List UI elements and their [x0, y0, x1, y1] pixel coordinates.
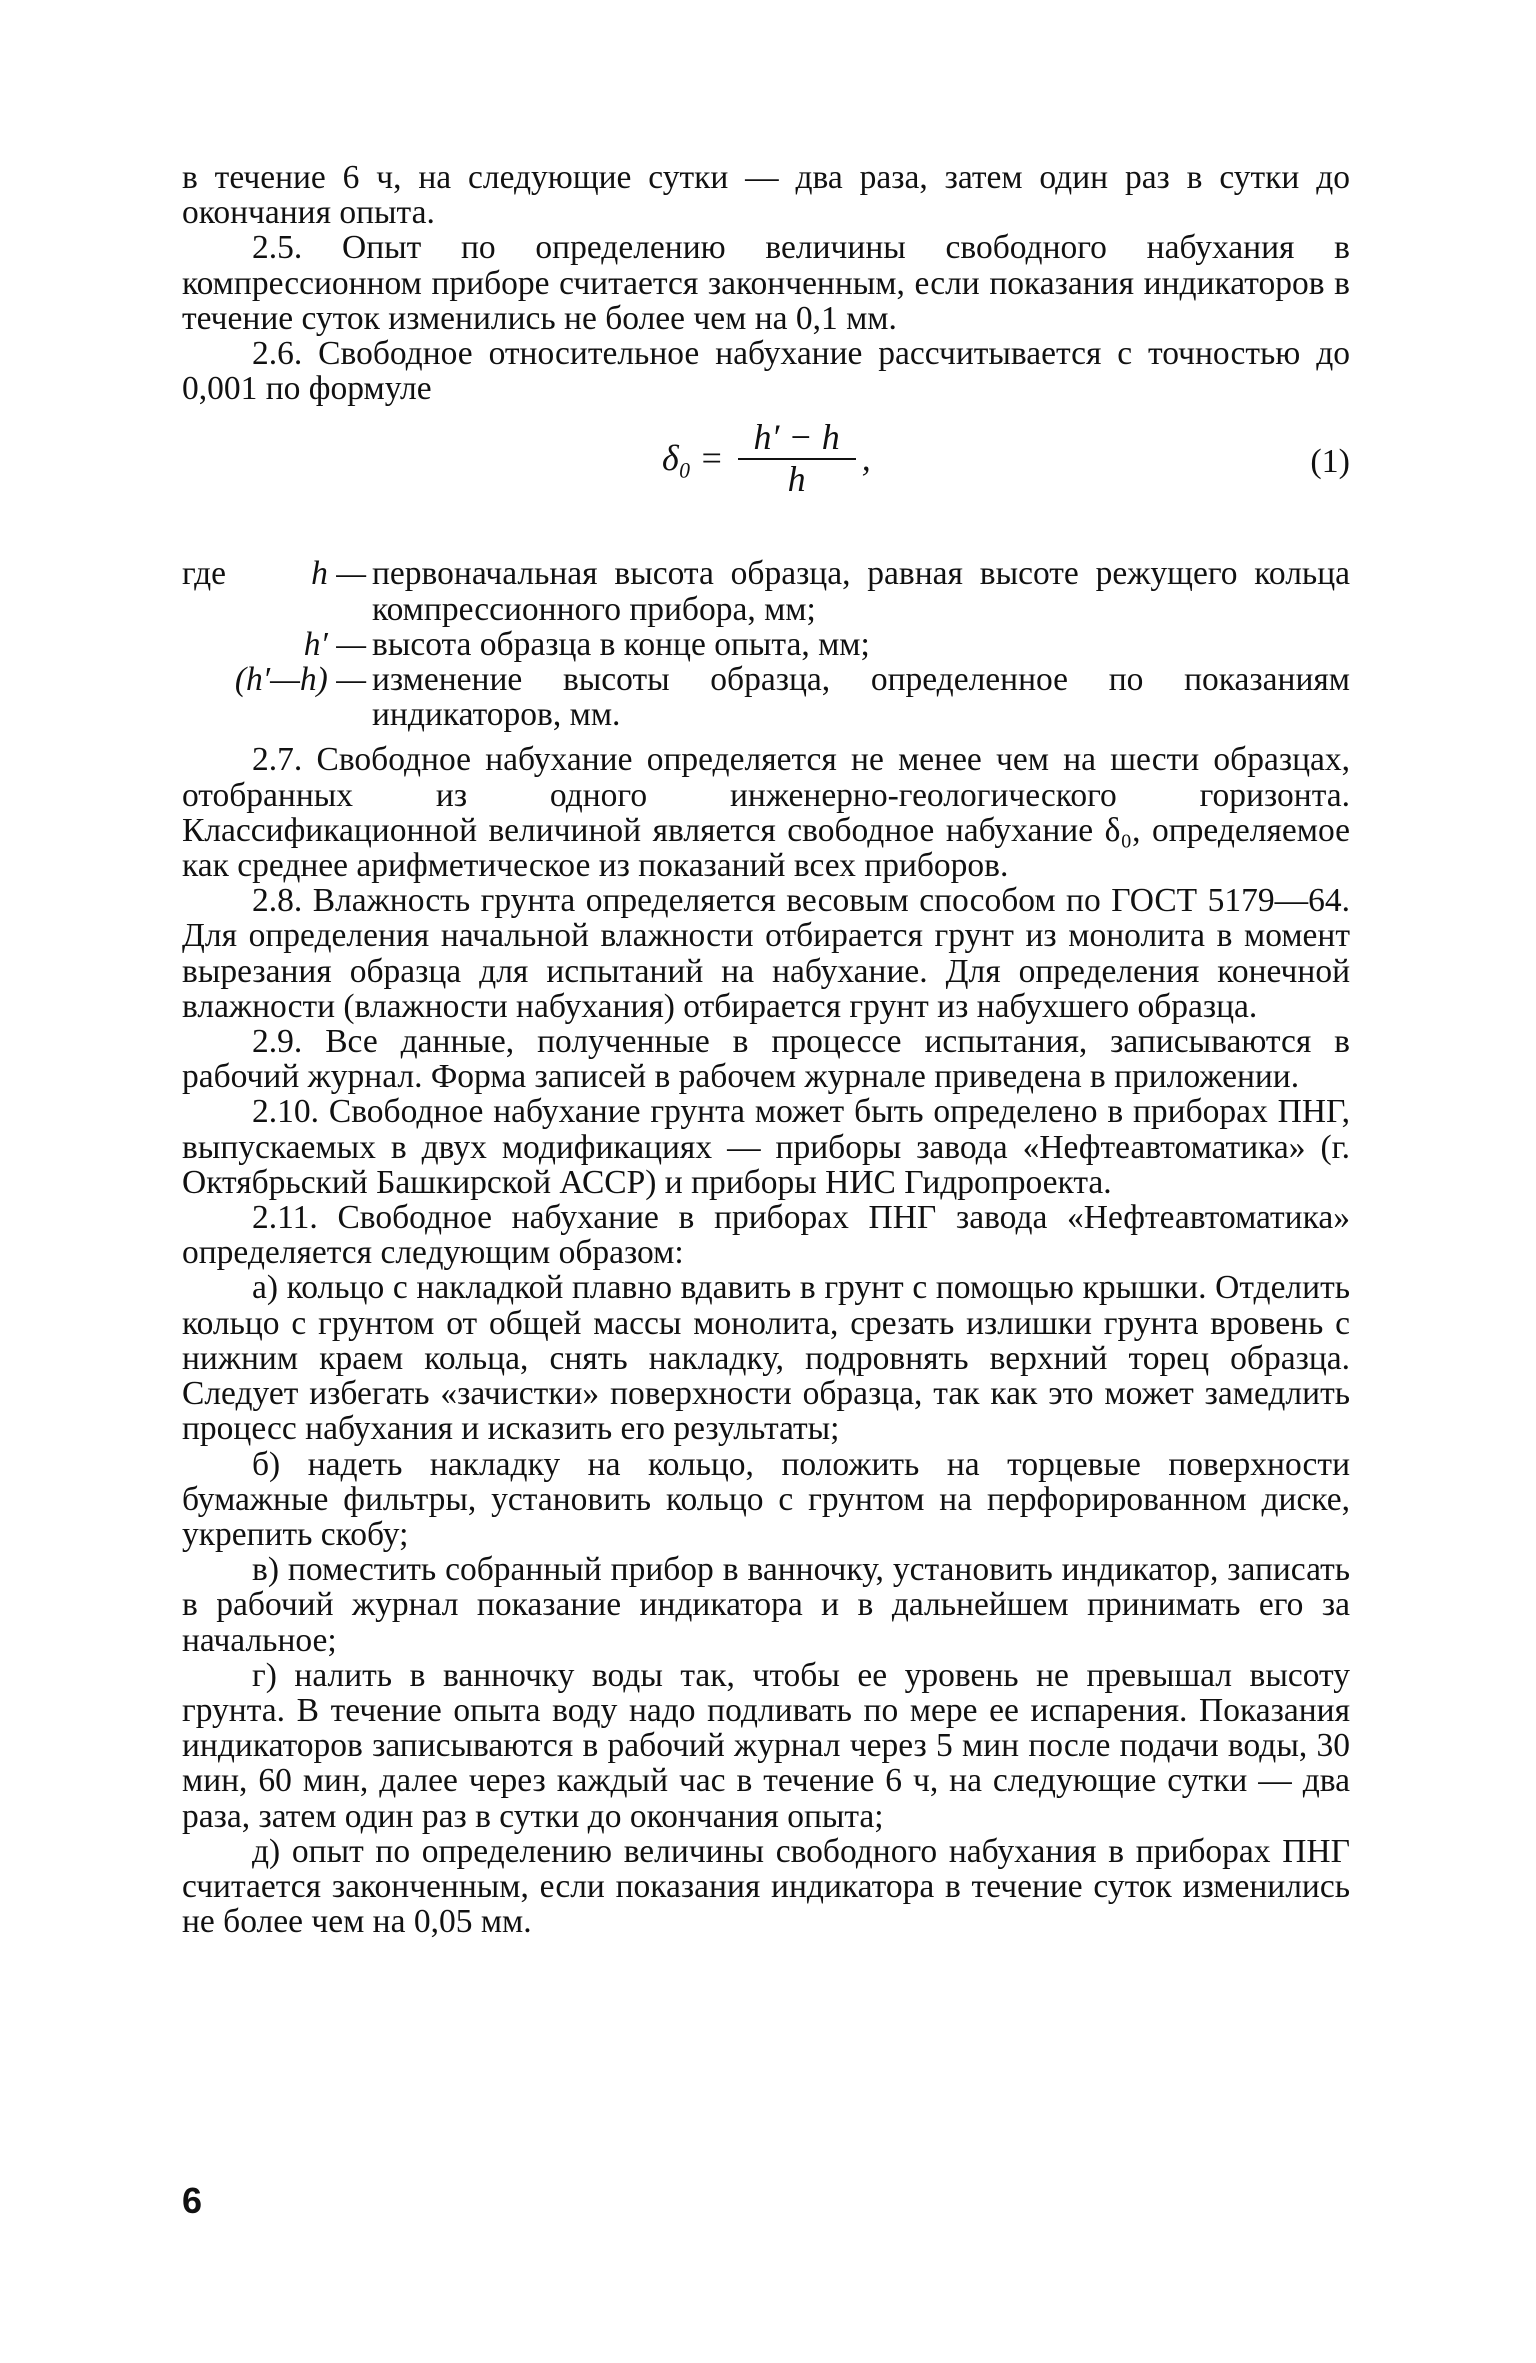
list-item-g: г) налить в ванночку воды так, чтобы ее уровень не превышал высоту грунта. В течение опыта воду надо подливать по мере ее испарения. Показания индикаторов записываются в рабочий журнал через 5 мин после подачи воды, 30 мин, 60 мин, далее через каждый час в течение 6 ч, на следующие сутки — два раза, затем один раз в сутки до окончания опыта; — [182, 1656, 1350, 1835]
definition-text: высота образца в конце опыта, мм; — [372, 625, 870, 663]
list-item-d: д) опыт по определению величины свободного набухания в приборах ПНГ считается законченным, если показания индикатора в течение суток изменились не более чем на 0,05 мм. — [182, 1832, 1350, 1941]
page-number: 6 — [182, 2180, 203, 2221]
definitions — [182, 556, 1350, 732]
paragraph-2-8: 2.8. Влажность грунта определяется весовым способом по ГОСТ 5179—64. Для определения начальной влажности отбирается грунт из монолита в момент вырезания образца для испытаний на набухание. Для определения конечной влажности (влажности набухания) отбирается грунт из набухшего образца. — [182, 882, 1350, 1025]
definition-row — [182, 627, 1350, 662]
definition-symbol: h — — [311, 555, 366, 593]
formula-lhs: δ₀ — [662, 438, 692, 479]
body-text — [182, 160, 1350, 1939]
definitions-lead: где — [182, 555, 226, 593]
list-item-b: б) надеть накладку на кольцо, положить на торцевые поверхности бумажные фильтры, установить кольцо с грунтом на перфорированном диске, укрепить скобу; — [182, 1445, 1350, 1553]
formula-comma: , — [861, 438, 871, 479]
definition-symbol: h′ — — [303, 625, 366, 663]
formula-equals: = — [699, 438, 724, 479]
paragraph-2-5: 2.5. Опыт по определению величины свободного набухания в компрессионном приборе считается законченным, если показания индикаторов в течение суток изменились не более чем на 0,1 мм. — [182, 229, 1350, 337]
list-item-a: а) кольцо с накладкой плавно вдавить в грунт с помощью крышки. Отделить кольцо с грунтом от общей массы монолита, срезать излишки грунта вровень с нижним краем кольца, снять накладку, подровнять верхний торец образца. Следует избегать «зачистки» поверхности образца, так как это может замедлить процесс набухания и исказить его результаты; — [182, 1269, 1350, 1448]
paragraph-2-7: 2.7. Свободное набухание определяется не менее чем на шести образцах, отобранных из одного инженерно-геологического горизонта. Классификационной величиной является свободное набухание δ₀, определяемое как среднее арифметическое из показаний всех приборов. — [182, 741, 1350, 885]
formula-fraction — [738, 417, 856, 499]
paragraph-continued: в течение 6 ч, на следующие сутки — два раза, затем один раз в сутки до окончания опыта. — [182, 159, 1350, 232]
definition-text: изменение высоты образца, определенное по показаниям индикаторов, мм. — [372, 661, 1350, 734]
formula-numerator: h′ − h — [753, 417, 840, 458]
definition-row — [182, 556, 1350, 626]
formula-denominator: h — [787, 458, 806, 499]
definition-text: первоначальная высота образца, равная высоте режущего кольца компрессионного прибора, мм; — [372, 555, 1350, 628]
equation-number: (1) — [1310, 443, 1350, 481]
paragraph-2-9: 2.9. Все данные, полученные в процессе испытания, записываются в рабочий журнал. Форма записей в рабочем журнале приведена в приложении. — [182, 1023, 1350, 1096]
definition-row — [182, 662, 1350, 732]
definition-symbol: (h′—h) — — [234, 661, 366, 699]
paragraph-2-10: 2.10. Свободное набухание грунта может быть определено в приборах ПНГ, выпускаемых в двух модификациях — приборы завода «Нефтеавтоматика» (г. Октябрьский Башкирской АССР) и приборы НИС Гидропроекта. — [182, 1093, 1350, 1201]
formula — [662, 417, 871, 499]
paragraph-2-11: 2.11. Свободное набухание в приборах ПНГ завода «Нефтеавтоматика» определяется следующим образом: — [182, 1199, 1350, 1272]
list-item-v: в) поместить собранный прибор в ванночку, установить индикатор, записать в рабочий журнал показание индикатора и в дальнейшем принимать его за начальное; — [182, 1551, 1350, 1659]
paragraph-2-6: 2.6. Свободное относительное набухание рассчитывается с точностью до 0,001 по формуле — [182, 335, 1350, 408]
formula-block — [182, 414, 1350, 544]
